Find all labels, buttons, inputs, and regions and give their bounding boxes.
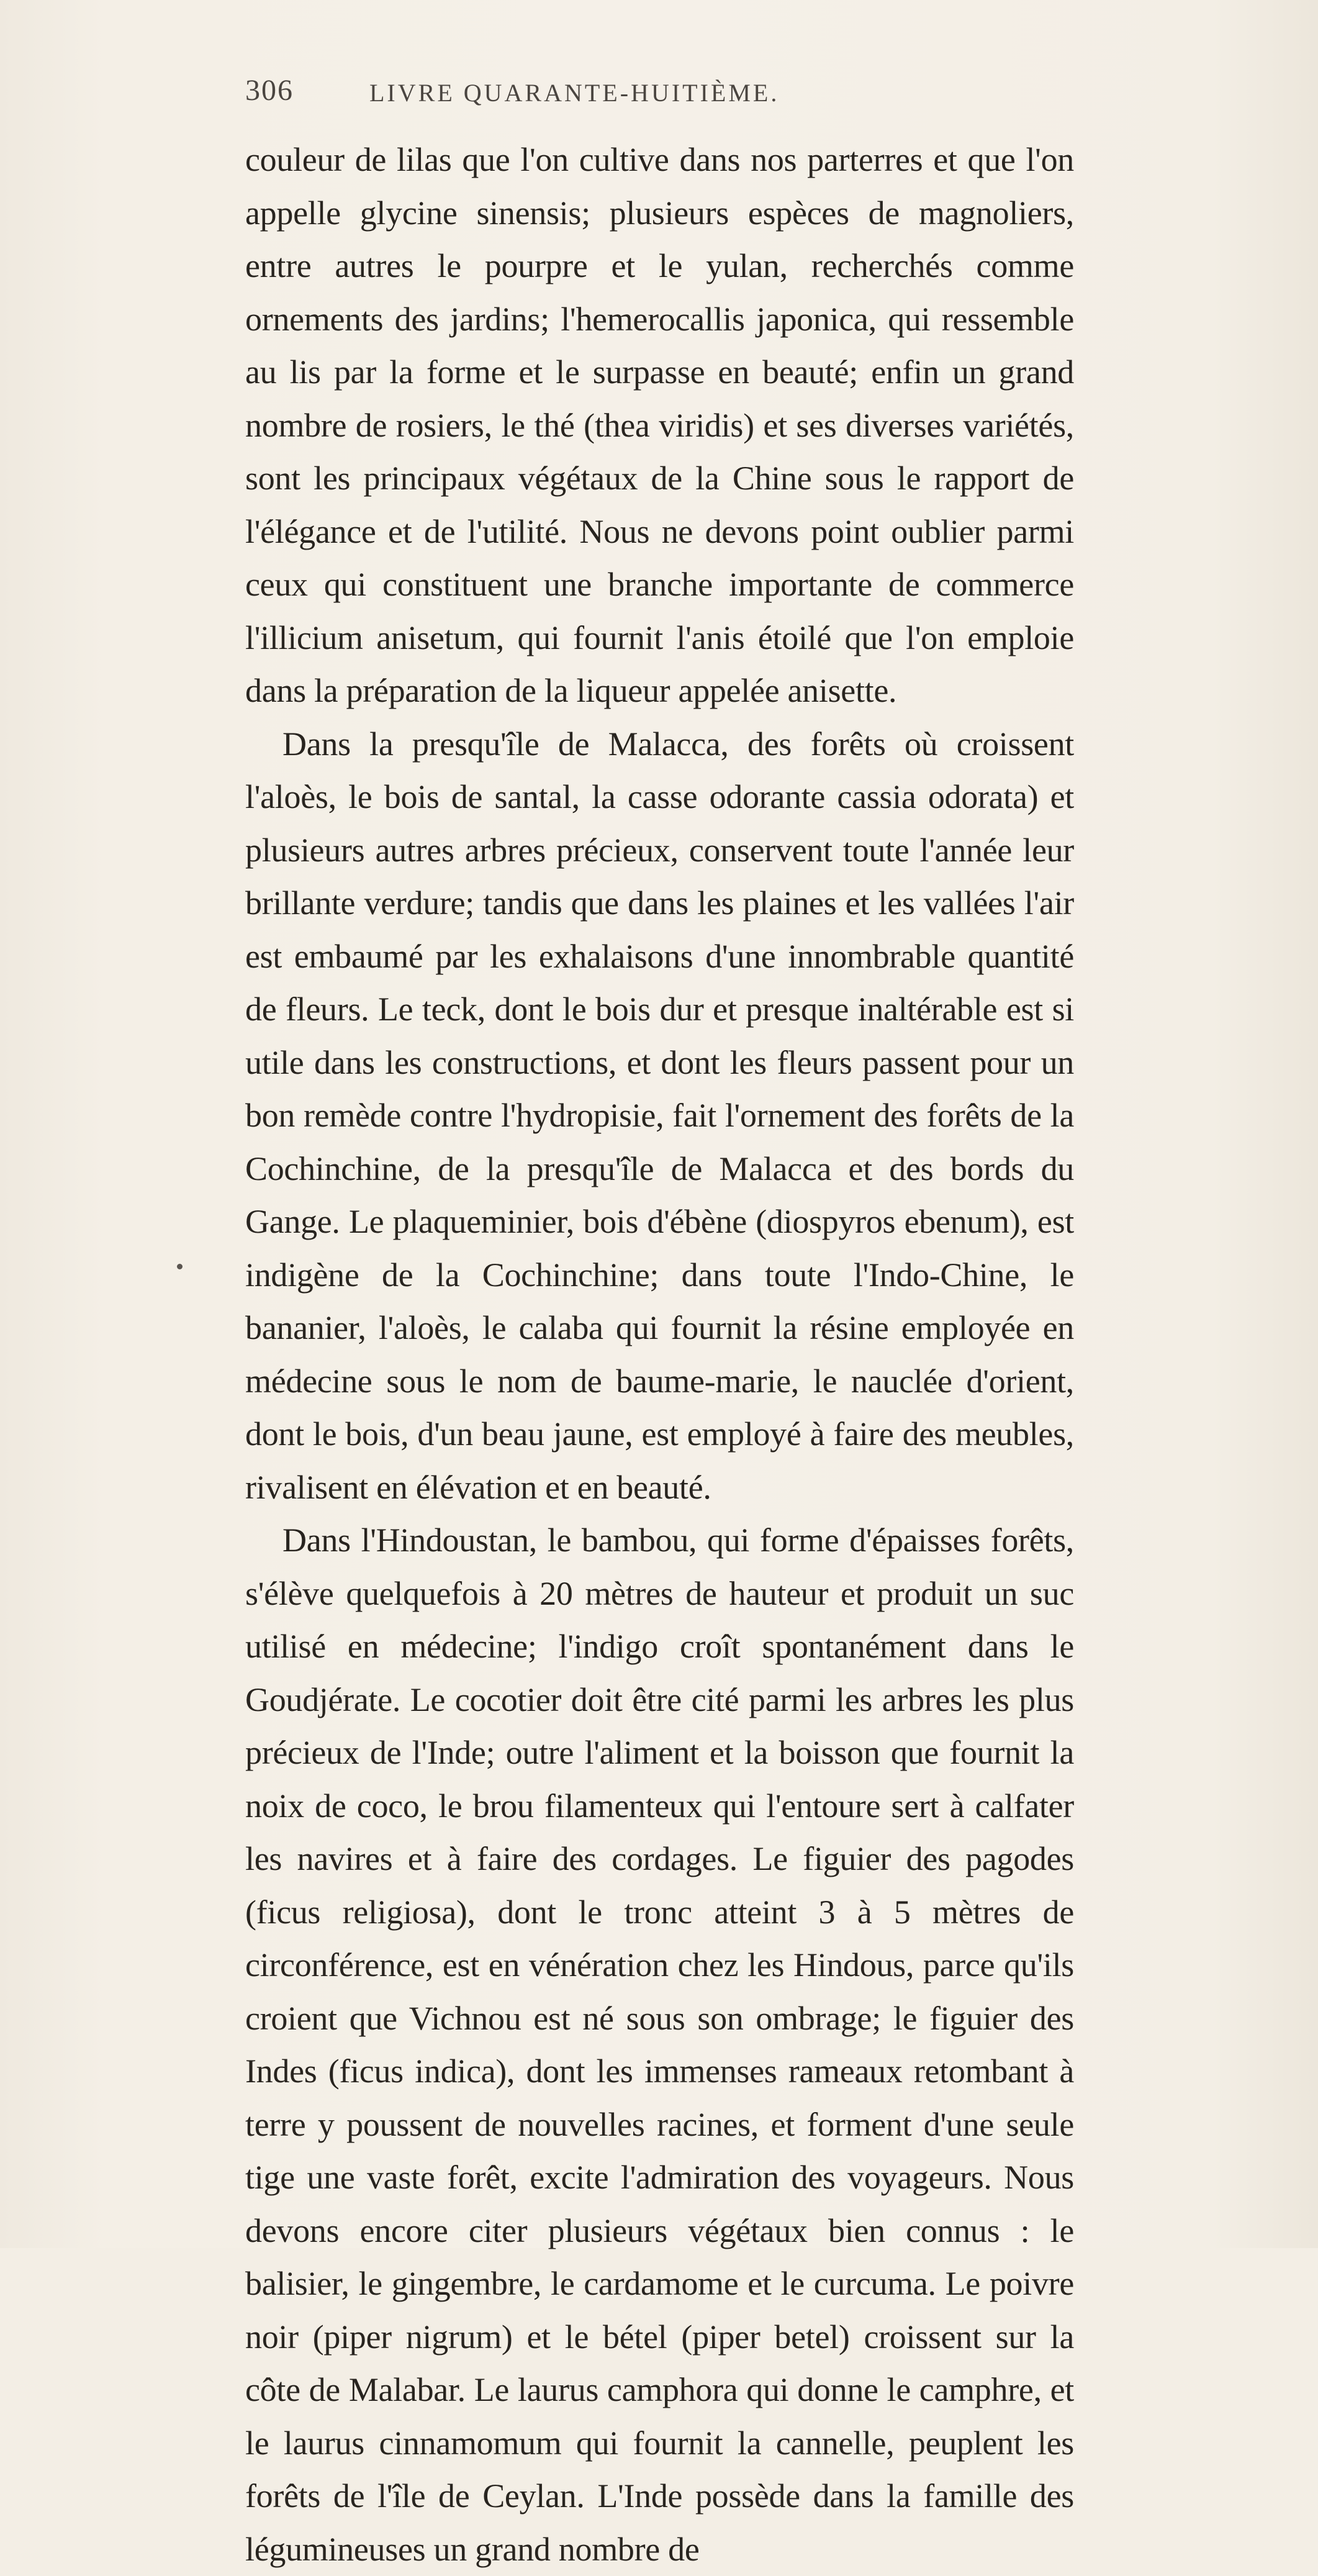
paragraph-1: couleur de lilas que l'on cultive dans nos parterres et que l'on appelle glycine sinensis; plusieurs espèces de magnoliers, entre autres le pourpre et le yulan, recherchés comme ornements des jardins; l'hemerocallis japonica, qui ressemble au lis par la forme et le surpasse en beauté; enfin un grand nombre de rosiers, le thé (thea viridis) et ses diverses variétés, sont les principaux végétaux de la Chine sous le rapport de l'élégance et de l'utilité. Nous ne devons point oublier parmi ceux qui constituent une branche importante de commerce l'illicium anisetum, qui fournit l'anis étoilé que l'on emploie dans la préparation de la liqueur appelée anisette. [245, 141, 1074, 709]
page-header [245, 73, 1074, 123]
page-number: 306 [245, 74, 294, 107]
paragraph-2: Dans la presqu'île de Malacca, des forêts où croissent l'aloès, le bois de santal, la casse odorante cassia odorata) et plusieurs autres arbres précieux, conservent toute l'année leur brillante verdure; tandis que dans les plaines et les vallées l'air est embaumé par les exhalaisons d'une innombrable quantité de fleurs. Le teck, dont le bois dur et presque inaltérable est si utile dans les constructions, et dont les fleurs passent pour un bon remède contre l'hydropisie, fait l'ornement des forêts de la Cochinchine, de la presqu'île de Malacca et des bords du Gange. Le plaqueminier, bois d'ébène (diospyros ebenum), est indigène de la Cochinchine; dans toute l'Indo-Chine, le bananier, l'aloès, le calaba qui fournit la résine employée en médecine sous le nom de baume-marie, le nauclée d'orient, dont le bois, d'un beau jaune, est employé à faire des meubles, rivalisent en élévation et en beauté. [245, 725, 1074, 1506]
running-head: LIVRE QUARANTE-HUITIÈME. [369, 79, 780, 107]
paragraph-3: Dans l'Hindoustan, le bambou, qui forme d'épaisses forêts, s'élève quelquefois à 20 mètres de hauteur et produit un suc utilisé en médecine; l'indigo croît spontanément dans le Goudjérate. Le cocotier doit être cité parmi les arbres les plus précieux de l'Inde; outre l'aliment et la boisson que fournit la noix de coco, le brou filamenteux qui l'entoure sert à calfater les navires et à faire des cordages. Le figuier des pagodes (ficus religiosa), dont le tronc atteint 3 à 5 mètres de circonférence, est en vénération chez les Hindous, parce qu'ils croient que Vichnou est né sous son ombrage; le figuier des Indes (ficus indica), dont les immenses rameaux retombant à terre y poussent de nouvelles racines, et forment d'une seule tige une vaste forêt, excite l'admiration des voyageurs. Nous devons encore citer plusieurs végétaux bien connus : le balisier, le gingembre, le cardamome et le curcuma. Le poivre noir (piper nigrum) et le bétel (piper betel) croissent sur la côte de Malabar. Le laurus camphora qui donne le camphre, et le laurus cinnamomum qui fournit la cannelle, peuplent les forêts de l'île de Ceylan. L'Inde possède dans la famille des légumineuses un grand nombre de [245, 1522, 1074, 2568]
body-text [245, 134, 1074, 2576]
margin-mark [177, 1264, 183, 1269]
